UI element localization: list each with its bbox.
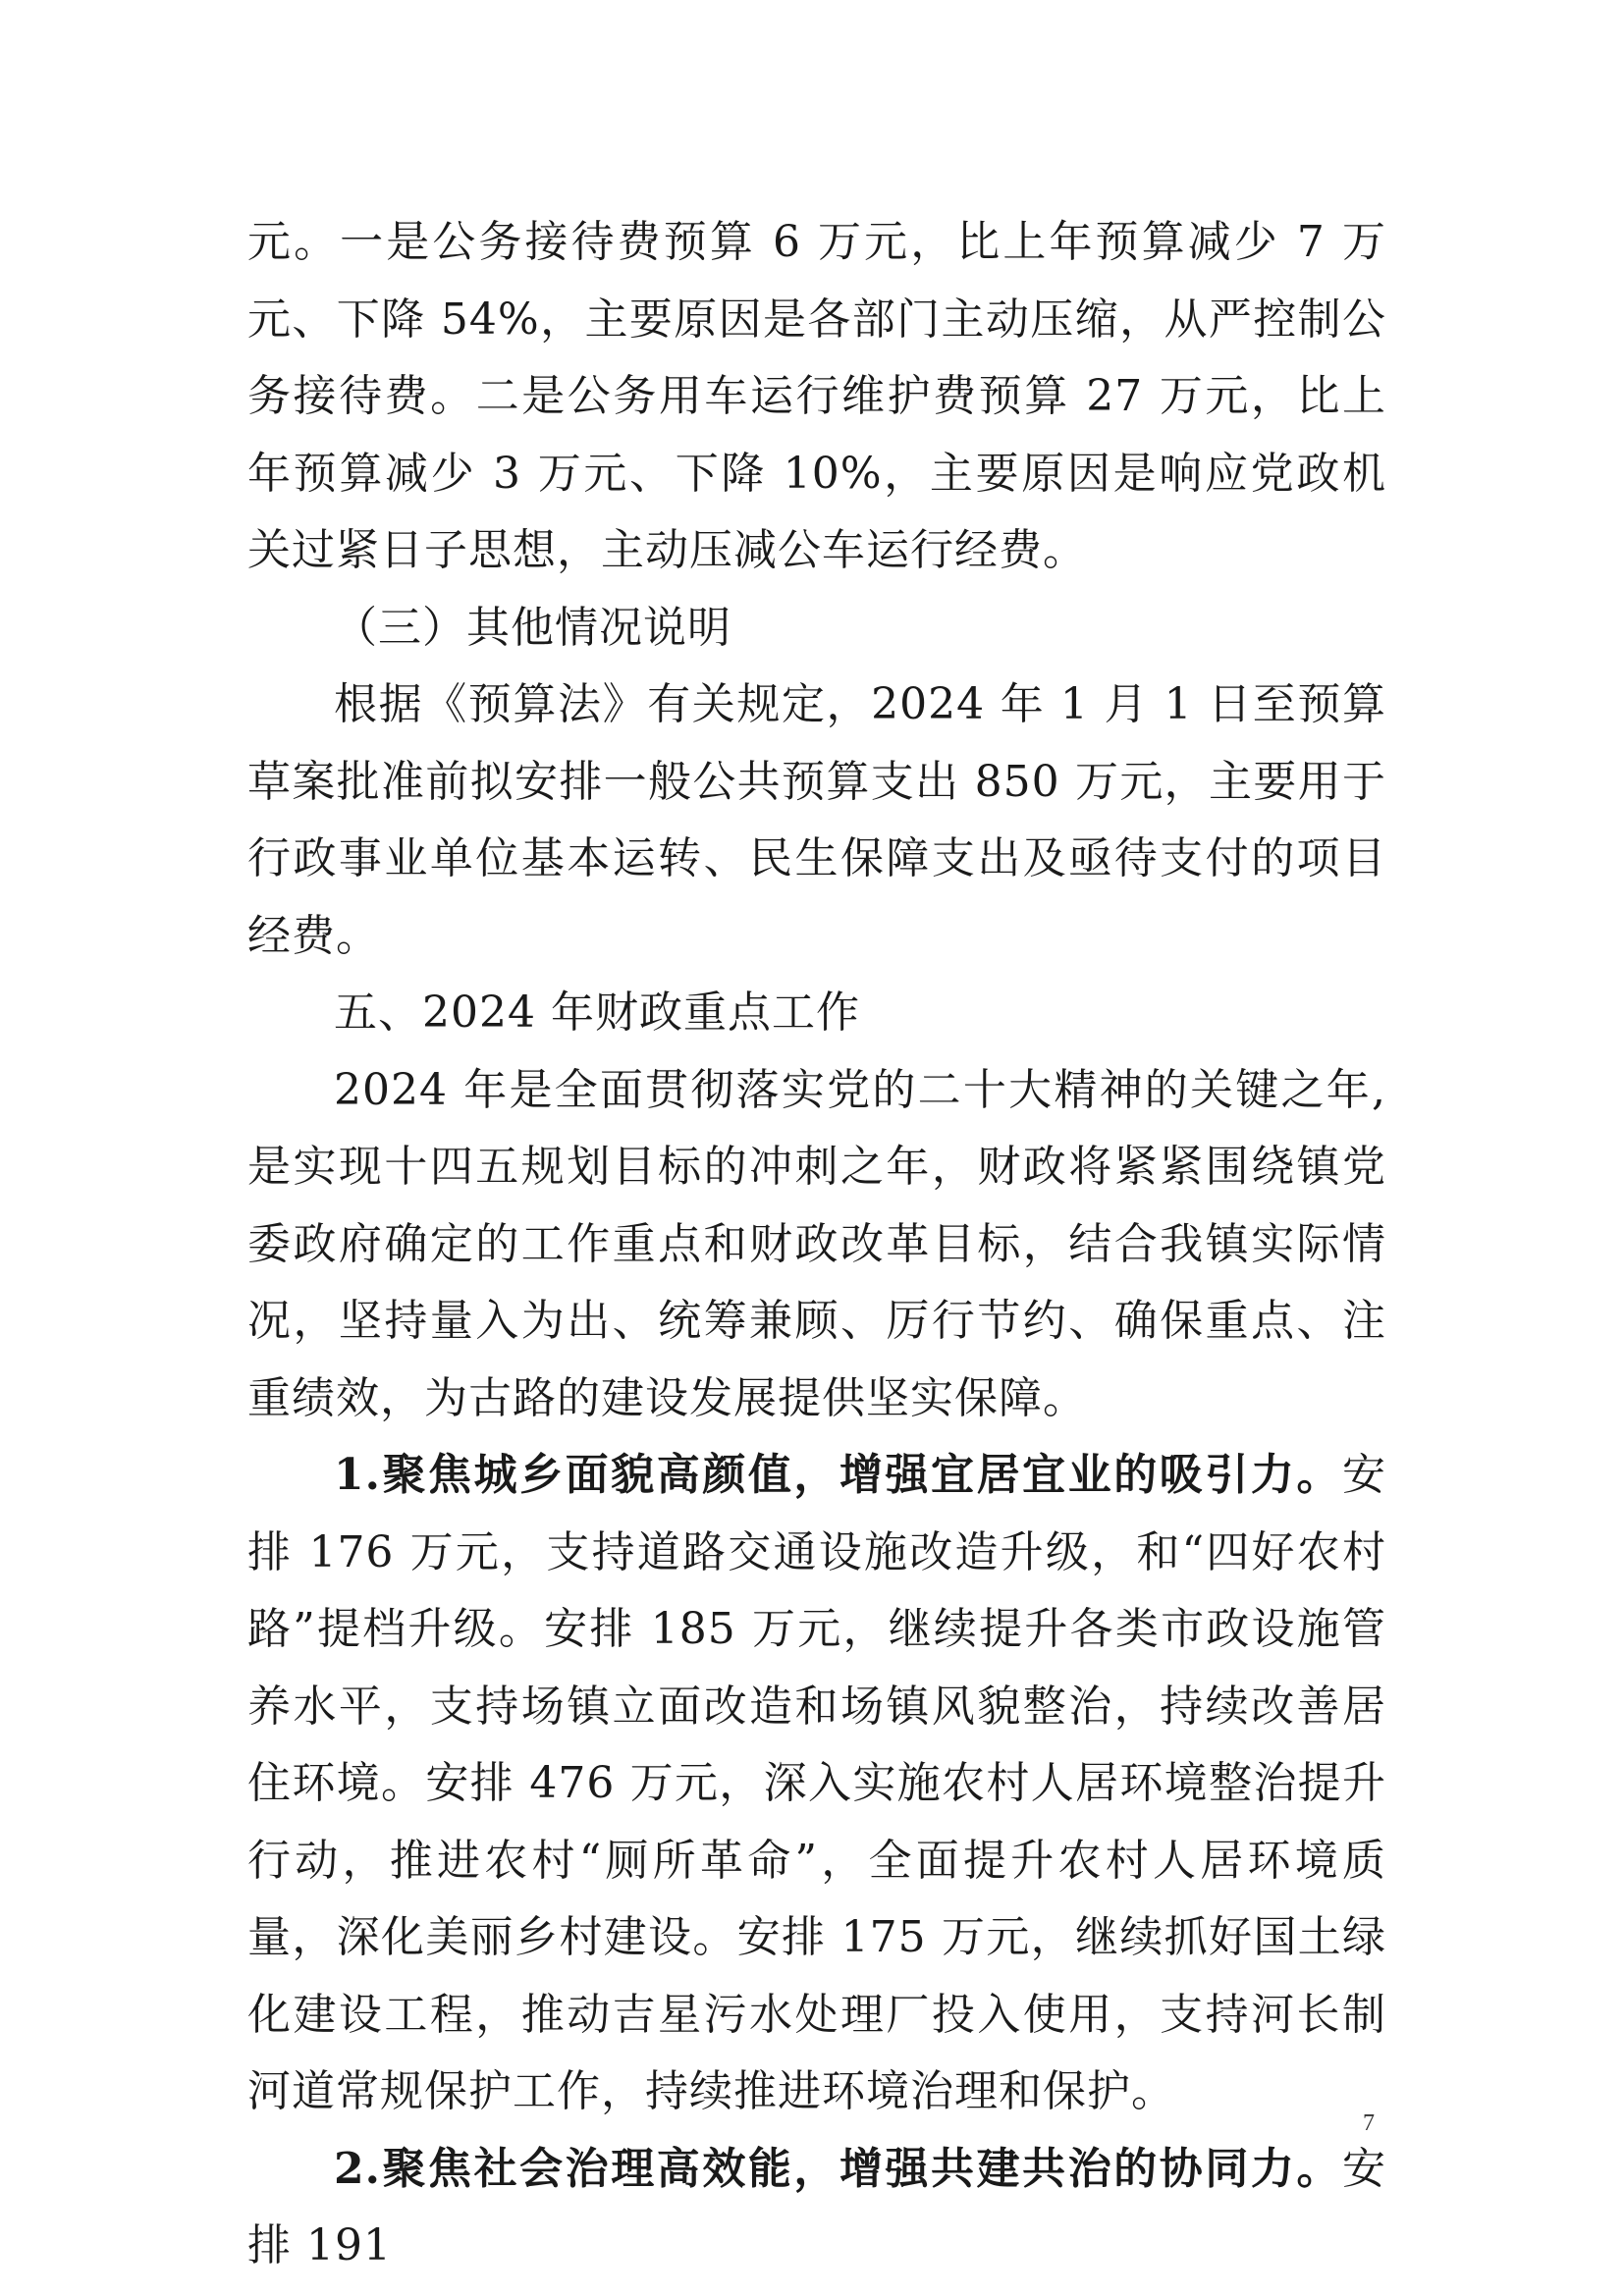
paragraph-urban-rural (247, 1437, 1386, 2131)
lead-urban-rural: 1.聚焦城乡面貌高颜值，增强宜居宜业的吸引力。 (334, 1450, 1342, 1500)
paragraph-social-governance (247, 2131, 1386, 2285)
paragraph-budget-law: 根据《预算法》有关规定，2024 年 1 月 1 日至预算草案批准前拟安排一般公共预算支出 850 万元，主要用于行政事业单位基本运转、民生保障支出及亟待支付的项目经费。 (247, 679, 1386, 961)
section-heading-key-work-2024: 五、2024 年财政重点工作 (334, 988, 860, 1038)
page-number: 7 (1363, 2110, 1375, 2136)
lead-social-governance: 2.聚焦社会治理高效能，增强共建共治的协同力。 (334, 2143, 1342, 2194)
paragraph-2024-overview: 2024 年是全面贯彻落实党的二十大精神的关键之年,是实现十四五规划目标的冲刺之年，财政将紧紧围绕镇党委政府确定的工作重点和财政改革目标，结合我镇实际情况，坚持量入为出、统筹兼顾、厉行节约、确保重点、注重绩效，为古路的建设发展提供坚实保障。 (247, 1064, 1386, 1423)
document-body (247, 204, 1386, 2285)
body-urban-rural: 安排 176 万元，支持道路交通设施改造升级，和“四好农村路”提档升级。安排 185 万元，继续提升各类市政设施管养水平，支持场镇立面改造和场镇风貌整治，持续改善居住环境。安排 476 万元，深入实施农村人居环境整治提升行动，推进农村“厕所革命”，全面提升农村人居环境质量，深化美丽乡村建设。安排 175 万元，继续抓好国土绿化建设工程，推动吉星污水处理厂投入使用，支持河长制河道常规保护工作，持续推进环境治理和保护。 (247, 1450, 1386, 2116)
paragraph-hospitality-vehicle-costs: 元。一是公务接待费预算 6 万元，比上年预算减少 7 万元、下降 54%，主要原因是各部门主动压缩，从严控制公务接待费。二是公务用车运行维护费预算 27 万元，比上年预算减少 3 万元、下降 10%，主要原因是响应党政机关过紧日子思想，主动压减公车运行经费。 (247, 217, 1386, 575)
body-social-governance: 安排 191 (247, 2143, 1386, 2270)
section-heading-other-notes: （三）其他情况说明 (334, 602, 731, 653)
